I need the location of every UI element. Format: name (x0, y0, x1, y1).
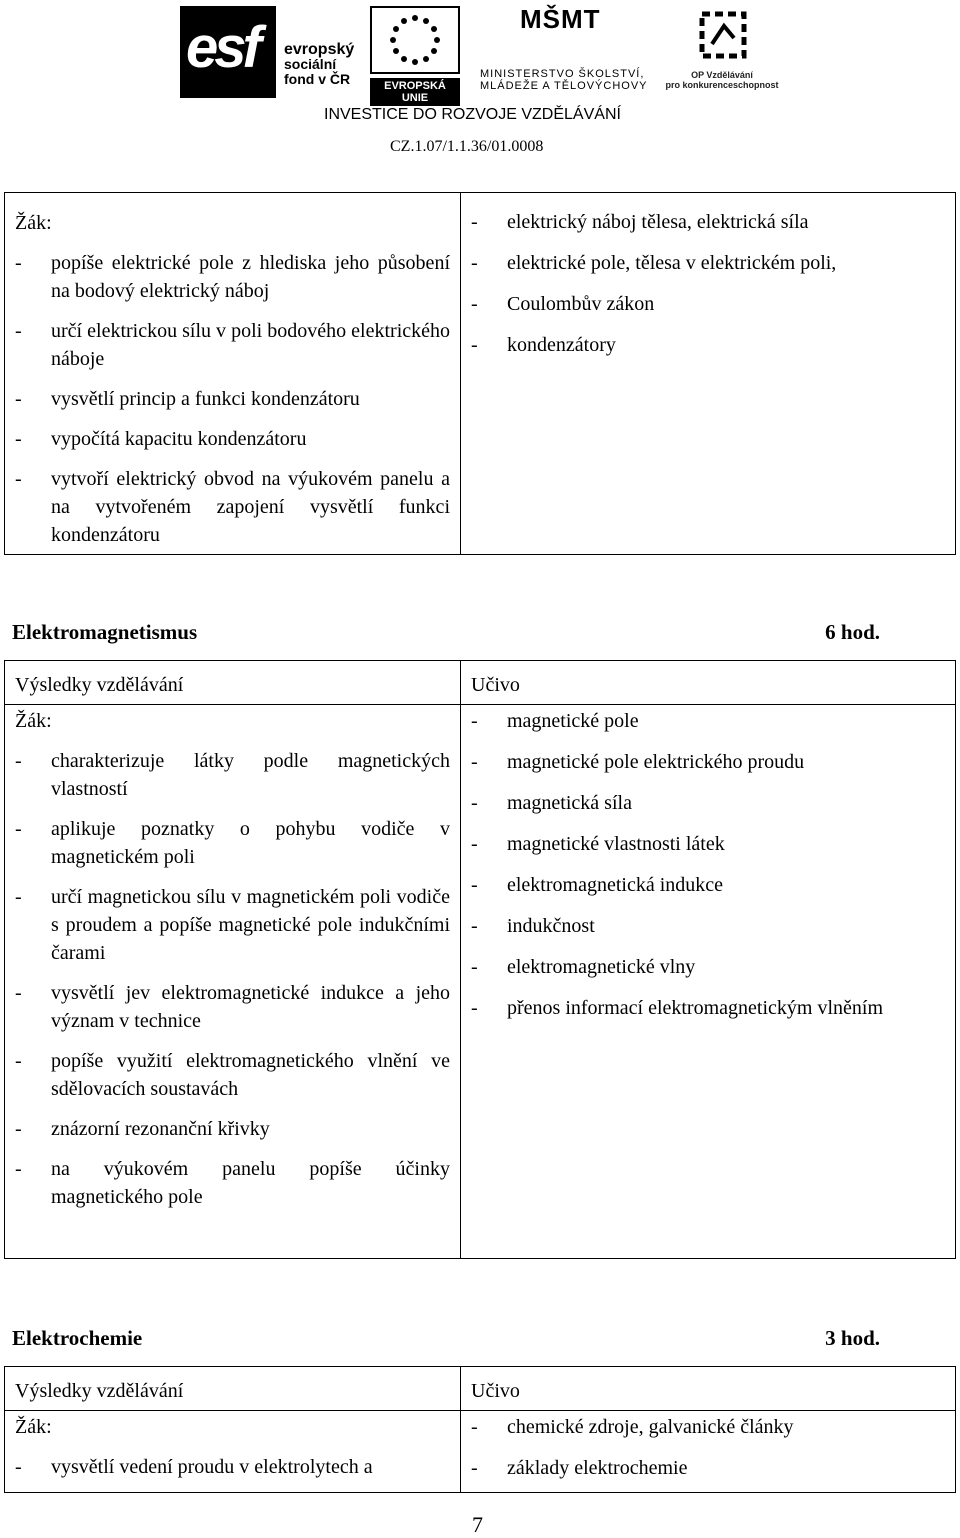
list-item: - přenos informací elektromagnetickým vlněním (471, 997, 883, 1019)
header-results: Výsledky vzdělávání (5, 1367, 461, 1411)
list-item: - popíše elektrické pole z hlediska jeho působení na bodový elektrický náboj (15, 252, 450, 302)
table-elektricke-pole (4, 192, 956, 555)
list-item: - znázorní rezonanční křivky (15, 1118, 270, 1140)
list-item: - vysvětlí princip a funkci kondenzátoru (15, 388, 360, 410)
list-item: - elektrický náboj tělesa, elektrická síla (471, 211, 809, 233)
page-number: 7 (472, 1512, 483, 1537)
op-logo (664, 6, 780, 98)
header-curriculum: Učivo (461, 661, 956, 705)
list-item: - kondenzátory (471, 334, 616, 356)
list-item: - určí elektrickou sílu v poli bodového elektrického náboje (15, 320, 450, 370)
msmt-logo (480, 6, 660, 98)
table-elektrochemie (4, 1366, 956, 1493)
list-item: - vysvětlí jev elektromagnetické indukce a jeho význam v technice (15, 982, 450, 1032)
results-cell (5, 1411, 461, 1493)
zak-label: Žák: (15, 212, 52, 234)
curriculum-cell (461, 705, 956, 1259)
project-code: CZ.1.07/1.1.36/01.0008 (390, 138, 544, 155)
list-item: - základy elektrochemie (471, 1457, 688, 1479)
curriculum-cell (461, 1411, 956, 1493)
op-mark-icon (694, 6, 752, 64)
list-item: - charakterizuje látky podle magnetických vlastností (15, 750, 450, 800)
list-item: - elektromagnetická indukce (471, 874, 724, 896)
eu-logo (370, 6, 460, 104)
results-cell (5, 705, 461, 1259)
header-logos (180, 6, 780, 102)
list-item: - elektrické pole, tělesa v elektrickém poli, (471, 252, 837, 274)
list-item: - indukčnost (471, 915, 595, 937)
header-results: Výsledky vzdělávání (5, 661, 461, 705)
list-item: - vypočítá kapacitu kondenzátoru (15, 428, 307, 450)
investice-tagline: INVESTICE DO ROZVOJE VZDĚLÁVÁNÍ (324, 106, 621, 123)
list-item: - elektromagnetické vlny (471, 956, 696, 978)
list-item: - vytvoří elektrický obvod na výukovém panelu a na vytvořeném zapojení vysvětlí funkci kondenzátoru (15, 468, 450, 546)
list-item: - popíše využití elektromagnetického vlnění ve sdělovacích soustavách (15, 1050, 450, 1100)
results-cell (5, 193, 461, 555)
section-title-elektromagnetismus: Elektromagnetismus (12, 620, 198, 644)
esf-mark: esf (180, 6, 276, 98)
esf-text: evropský sociální fond v ČR (284, 41, 355, 87)
list-item: - určí magnetickou sílu v magnetickém poli vodiče s proudem a popíše magnetické pole indukčními čarami (15, 886, 450, 964)
msmt-text: MINISTERSTVO ŠKOLSTVÍ, MLÁDEŽE A TĚLOVÝCHOVY (480, 68, 648, 92)
section-title-elektrochemie: Elektrochemie (12, 1326, 143, 1350)
eu-flag-icon (370, 6, 460, 74)
list-item: - magnetická síla (471, 792, 632, 814)
list-item: - vysvětlí vedení proudu v elektrolytech a (15, 1456, 373, 1478)
eu-label: EVROPSKÁ UNIE (370, 78, 460, 106)
op-text: OP Vzdělávání pro konkurenceschopnost (665, 70, 779, 90)
section-hours: 3 hod. (825, 1326, 880, 1350)
msmt-mark: MŠMT (520, 4, 601, 34)
table-elektromagnetismus (4, 660, 956, 1259)
curriculum-cell (461, 193, 956, 555)
list-item: - chemické zdroje, galvanické články (471, 1416, 794, 1438)
zak-label: Žák: (15, 1416, 52, 1438)
zak-label: Žák: (15, 710, 52, 732)
list-item: - aplikuje poznatky o pohybu vodiče v magnetickém poli (15, 818, 450, 868)
list-item: - magnetické pole (471, 710, 639, 732)
list-item: - na výukovém panelu popíše účinky magnetického pole (15, 1158, 450, 1208)
section-hours: 6 hod. (825, 620, 880, 644)
list-item: - Coulombův zákon (471, 293, 655, 315)
list-item: - magnetické vlastnosti látek (471, 833, 725, 855)
header-curriculum: Učivo (461, 1367, 956, 1411)
list-item: - magnetické pole elektrického proudu (471, 751, 805, 773)
